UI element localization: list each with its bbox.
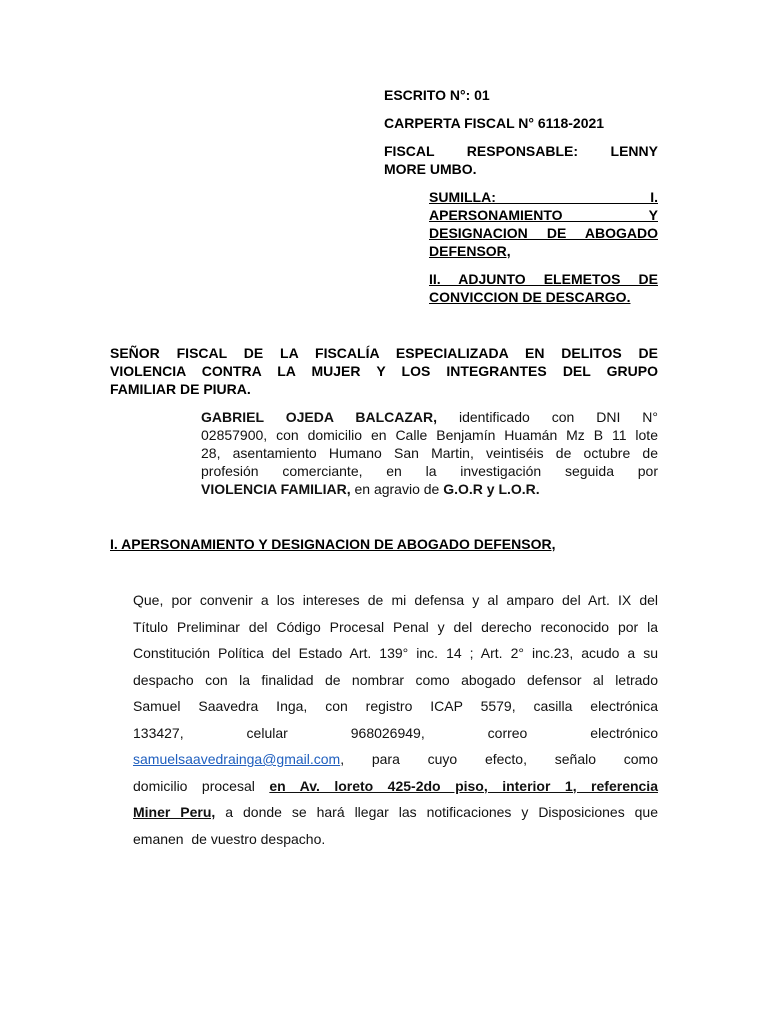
section-heading: I. APERSONAMIENTO Y DESIGNACION DE ABOGADO DEFENSOR, bbox=[110, 536, 556, 552]
identification-text-5: en agravio de bbox=[350, 481, 444, 497]
fiscal-responsable bbox=[384, 142, 658, 178]
identification-line-2: 02857900, con domicilio en Calle Benjamín Huamán Mz B 11 lote bbox=[201, 427, 658, 443]
main-paragraph bbox=[133, 587, 658, 852]
identification-paragraph bbox=[201, 408, 658, 498]
fiscal-line-2: MORE UMBO. bbox=[384, 161, 477, 177]
paragraph-line-10: emanen de vuestro despacho. bbox=[133, 830, 326, 847]
paragraph-line-9-rest: a donde se hará llegar las notificaciones y Disposiciones que bbox=[215, 804, 658, 820]
sumilla-line-1: SUMILLA: I. bbox=[429, 189, 658, 205]
identification-line-4: profesión comerciante, en la investigación seguida por bbox=[201, 463, 658, 479]
paragraph-line-3: Constitución Política del Estado Art. 139° inc. 14 ; Art. 2° inc.23, acudo a su bbox=[133, 645, 658, 661]
escrito-number: ESCRITO N°: 01 bbox=[384, 87, 490, 103]
addressee-line-3: FAMILIAR DE PIURA. bbox=[110, 381, 251, 397]
paragraph-line-8-pre: domicilio procesal bbox=[133, 777, 270, 794]
addressee-line-2: VIOLENCIA CONTRA LA MUJER Y LOS INTEGRANTES DEL GRUPO bbox=[110, 363, 658, 379]
sumilla-line-3: DESIGNACION DE ABOGADO bbox=[429, 225, 658, 241]
paragraph-line-6: 133427, celular 968026949, correo electrónico bbox=[133, 724, 658, 741]
addressee-line-1: SEÑOR FISCAL DE LA FISCALÍA ESPECIALIZADA EN DELITOS DE bbox=[110, 345, 658, 361]
fiscal-line-1: FISCAL RESPONSABLE: LENNY bbox=[384, 143, 658, 159]
identification-text-1: identificado con DNI N° bbox=[437, 409, 659, 425]
paragraph-line-9 bbox=[133, 799, 658, 826]
identification-line-3: 28, asentamiento Humano San Martin, veintiséis de octubre de bbox=[201, 445, 658, 461]
sumilla bbox=[429, 188, 658, 260]
addressee bbox=[110, 344, 658, 398]
paragraph-line-8 bbox=[133, 773, 658, 800]
paragraph-line-7-rest: , para cuyo efecto, señalo como bbox=[340, 751, 658, 767]
victims: G.O.R y L.O.R. bbox=[443, 481, 540, 497]
paragraph-line-2: Título Preliminar del Código Procesal Penal y del derecho reconocido por la bbox=[133, 618, 658, 635]
paragraph-line-4: despacho con la finalidad de nombrar como abogado defensor al letrado bbox=[133, 671, 658, 688]
sumilla-ii-line-1: II. ADJUNTO ELEMETOS DE bbox=[429, 271, 658, 287]
identification-line-1 bbox=[201, 408, 658, 426]
sumilla-line-4: DEFENSOR, bbox=[429, 243, 511, 259]
sumilla-ii bbox=[429, 270, 658, 306]
paragraph-line-1: Que, por convenir a los intereses de mi defensa y al amparo del Art. IX del bbox=[133, 592, 658, 608]
carpeta-fiscal: CARPERTA FISCAL N° 6118-2021 bbox=[384, 115, 605, 131]
sumilla-line-2: APERSONAMIENTO Y bbox=[429, 207, 658, 223]
paragraph-line-7 bbox=[133, 746, 658, 773]
client-name: GABRIEL OJEDA BALCAZAR, bbox=[201, 409, 438, 425]
email-link[interactable]: samuelsaavedrainga@gmail.com bbox=[133, 751, 341, 767]
paragraph-line-5: Samuel Saavedra Inga, con registro ICAP 5579, casilla electrónica bbox=[133, 698, 658, 714]
identification-line-5 bbox=[201, 480, 658, 498]
procedural-address: en Av. loreto 425-2do piso, interior 1, referencia bbox=[269, 777, 658, 794]
sumilla-ii-line-2: CONVICCION DE DESCARGO. bbox=[429, 289, 631, 305]
crime-type: VIOLENCIA FAMILIAR, bbox=[201, 481, 351, 497]
address-reference: Miner Peru, bbox=[133, 804, 216, 820]
